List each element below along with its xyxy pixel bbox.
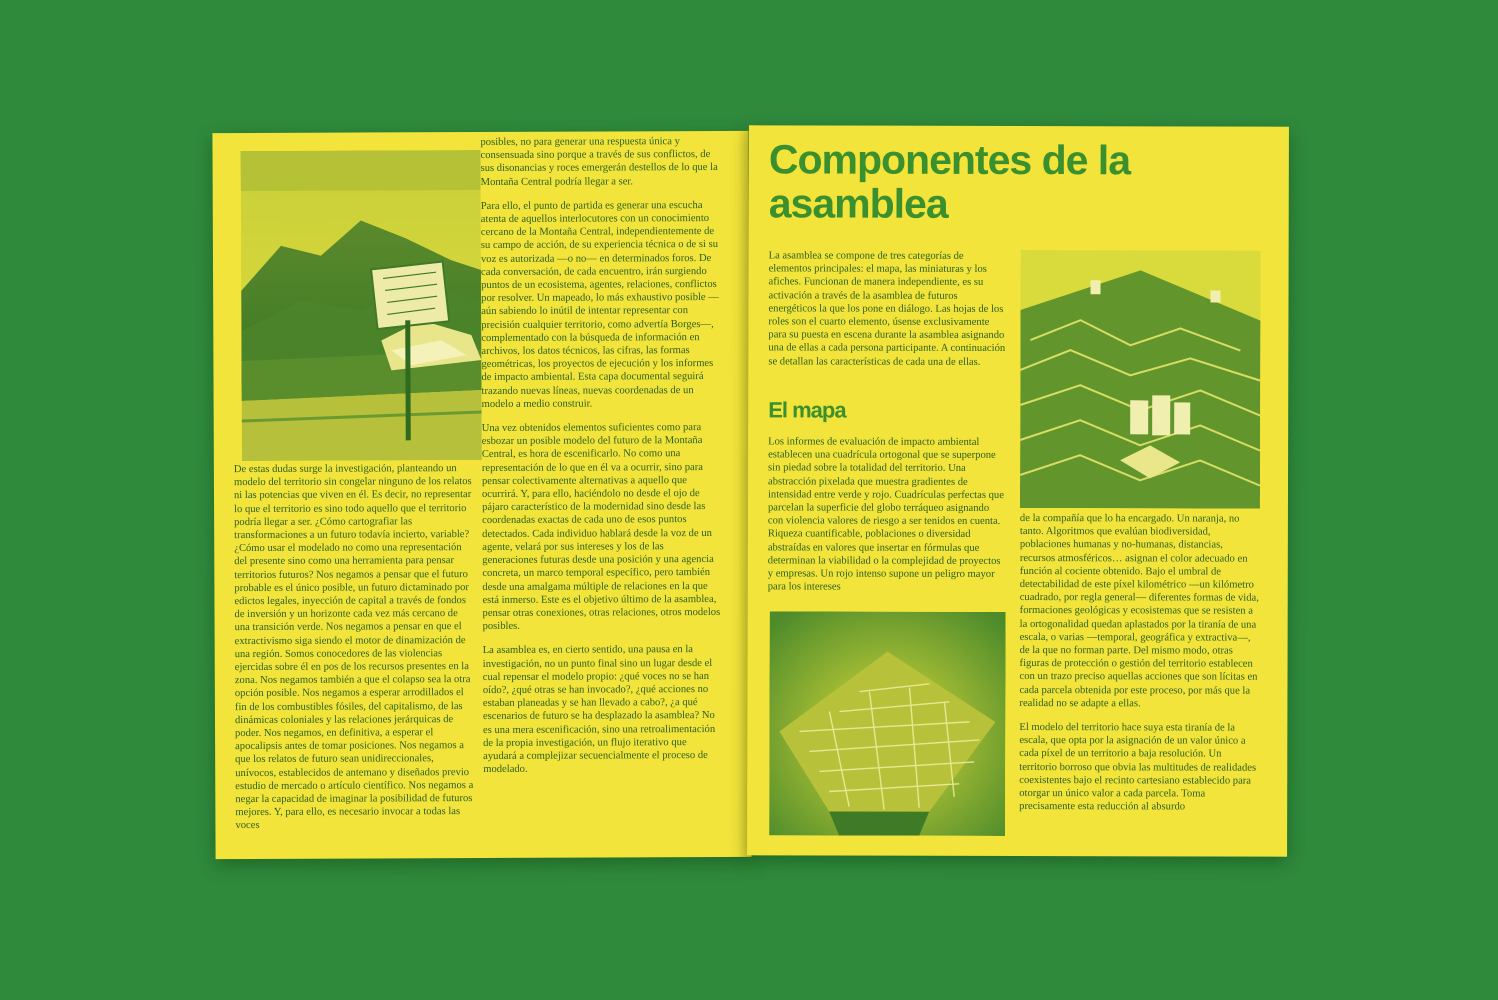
mapa-text: Los informes de evaluación de impacto ambiental establecen una cuadrícula ortogonal que se superpone sin piedad sobre la totalidad del territorio. Una abstracción pixelada que muestra gradientes de intensidad entre verde y rojo. Cuadrículas perfectas que parcelan la superficie del globo terráqueo asignando con violencia valores de riesgo a ser tenidos en cuenta. Riqueza cuantificable, poblaciones o diversidad abstraídas en valores que insertar en fórmulas que determinan la viabilidad o la complejidad de proyectos y empresas. Un rojo intenso supone un peligro mayor para los intereses [767,436,1004,593]
body-text: La asamblea es, en cierto sentido, una pausa en la investigación, no un punto final sino un lugar desde el cual repensar el modelo propio: ¿qué voces no se han oído?, ¿qué otras se han invocado?, ¿qué acciones no estaban planeadas y se han llevado a cabo?, ¿a qué escenarios de futuro se ha desplazado la asamblea? No es una mera escenificación, sino una retroalimentación de la propia investigación, un flujo iterativo que ayudará a complejizar secuencialmente el proceso de modelado. [482,644,716,776]
body-text: posibles, no para generar una respuesta única y consensuada sino porque a través de sus conflictos, de sus disonancias y roces emergerán destellos de lo que la Montaña Central podría llegar a ser. [480,136,718,188]
intro-text: La asamblea se compone de tres categorías de elementos principales: el mapa, las miniaturas y los afiches. Funcionan de manera independiente, es su activación a través de la asamblea de futuros energéticos la que los pone en diálogo. Las hojas de los roles son el cuarto elemento, úsense exclusivamente para su puesta en escena durante la asamblea asignando una de ellas a cada persona participante. A continuación se detallan las características de cada una de ellas. [768,250,1006,368]
left-page [212,131,751,859]
left-column-1 [234,462,474,844]
city-model-photo [1020,250,1261,509]
body-text: El modelo del territorio hace suya esta tiranía de la escala, que opta por la asignación de un valor único a cada píxel de un territorio a baja resolución. Un territorio borroso que obvia las multitudes de realidades coexistentes bajo el recinto cartesiano establecido para otorgar un único valor a cada parcela. Toma precisamente esta reducción al absurdo [1019,722,1257,813]
page-title: Componentes de la asamblea [768,136,1131,227]
city-model-image [1020,250,1261,509]
body-text: De estas dudas surge la investigación, planteando un modelo del territorio sin congelar ninguno de los relatos ni las potencias que viven en él. Es decir, no representar lo que el territorio es sino todo aquello que el territorio podría llegar a ser. ¿Cómo cartografiar las transformaciones a un futuro todavía incierto, variable? ¿Cómo usar el modelado no como una representación del presente sino como una herramienta para pensar territorios futuros? Nos negamos a pensar que el futuro probable es el único posible, un futuro dictaminado por edictos legales, inyección de capital a través de fondos de inversión y un horizonte cada vez más cercano de una transición verde. Nos negamos a pensar en que el extractivismo siga siendo el motor de dinamización de una región. Somos conocedores de las violencias ejercidas sobre él en pos de los recursos presentes en la zona. Nos negamos también a que el colapso sea la otra opción posible. Nos negamos a esperar arrodillados el fin de los combustibles fósiles, del capitalismo, de las dinámicas coloniales y las relaciones jerárquicas de poder. Nos negamos, en definitiva, a esperar el apocalipsis antes de tomar posiciones. Nos negamos a que los relatos de futuro sean unidireccionales, unívocos, establecidos de antemano y diseñados previo estudio de mercado o artículo científico. Nos negamos a negar la capacidad de imaginar la posibilidad de futuros mejores. Y, para ello, es necesario invocar a todas las voces [233,463,474,832]
mountain-sign-image [240,150,481,461]
body-text: de la compañía que lo ha encargado. Un naranja, no tanto. Algoritmos que evalúan biodiversidad, poblaciones humanas y no-humanas, distancias, recursos atmosféricos… asignan el color adecuado en función al cociente obtenido. Bajo el umbral de detectabilidad de este píxel kilométrico —un kilómetro cuadrado, por regla general— diferentes formas de vida, formaciones geológicas y ecosistemas que se resisten a la ortogonalidad quedan aplastados por la tiranía de una escala, o varias —temporal, geográfica y extractiva—, de la que no forman parte. Del mismo modo, otras figuras de protección o gestión del territorio establecen con un trazo preciso aquellas acciones que son lícitas en cada parcela obtenida por este proceso, por más que la realidad no se adapte a ellas. [1019,513,1259,710]
right-column-4 [1019,512,1260,825]
section-heading: El mapa [768,397,846,423]
intro-column [768,249,1006,379]
right-page [747,125,1289,856]
mapa-column [768,435,1006,605]
body-text: Para ello, el punto de partida es generar una escucha atenta de aquellos interlocutores con un conocimiento cercano de la Montaña Central, independientemente de su campo de acción, de su experiencia técnica o de si su voz es autorizada —o no— en determinados foros. De cada conversación, de cada encuentro, irán surgiendo puntos de un ecosistema, agentes, relaciones, conflictos por resolver. Un mapeado, lo más exhaustivo posible —aún sabiendo lo inútil de intentar representar con precisión cualquier territorio, como advertía Borges—, complementado con la búsqueda de información en archivos, los datos técnicos, las cifras, las formas geométricas, los proyectos de ejecución y los informes de impacto ambiental. Esta capa documental seguirá trazando nuevas líneas, nuevas coordenadas de un modelo a medio construir. [480,199,719,410]
block-map-image [769,611,1006,836]
mountain-sign-photo [240,150,481,461]
body-text: Una vez obtenidos elementos suficientes como para esbozar un posible modelo del futuro de la Montaña Central, es hora de escenificarlo. No como una representación de lo que en él va a ocurrir, sino para pensar colectivamente alternativas a aquello que ocurrirá. Y, para ello, haciéndolo no desde el ojo de pájaro característico de la modernidad sino desde las coordenadas exactas de cada uno de esos puntos detectados. Cada individuo hablará desde la voz de un agente, velará por sus intereses y los de las generaciones futuras desde una posición y una agencia concreta, un marco temporal específico, pero también desde una amalgama múltiple de relaciones en la que está inmerso. Este es el objetivo último de la asamblea, pensar otras conexiones, otras relaciones, otros modelos posibles. [481,422,721,633]
block-map-photo [769,611,1006,836]
left-column-2 [480,135,721,787]
